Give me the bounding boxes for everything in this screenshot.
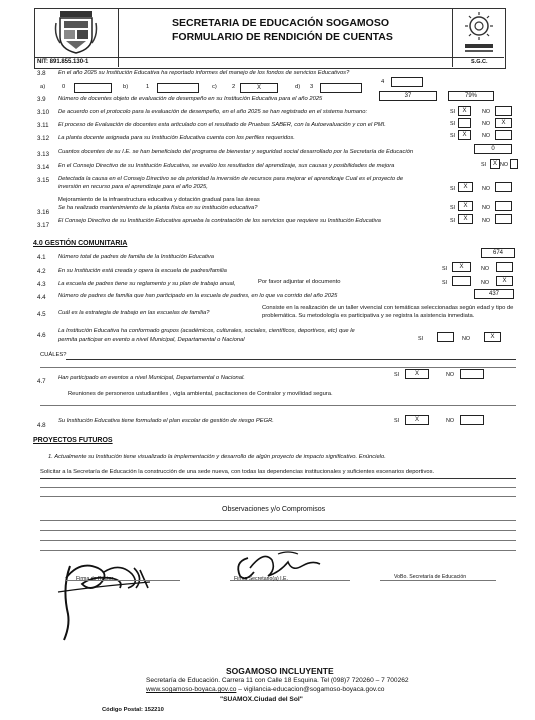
section-4-heading: 4.0 GESTIÓN COMUNITARIA <box>33 240 128 247</box>
proyectos-answer: Solicitar a la Secretaría de Educación la construcción de una sede nueva, con todas las dependencias institucionales y suficientes escenarios deportivos. <box>40 469 435 475</box>
footer-postal-code: Código Postal: 152210 <box>102 707 164 713</box>
proyectos-heading: PROYECTOS FUTUROS <box>33 437 113 444</box>
q3-15-answer: Mejoramiento de la infraestructura educativa y dotación gradual para las áreas <box>58 197 260 203</box>
q3-12-no-label: NO <box>482 133 491 139</box>
q4-5-number: 4.5 <box>37 311 46 318</box>
q4-1-text: Número total de padres de familia de la Institución Educativa <box>58 254 214 260</box>
q4-7-no-label: NO <box>446 372 455 378</box>
proyectos-line-1[interactable] <box>40 478 516 479</box>
q4-2-text: En su Institución está creada y opera la escuela de padres/familia <box>58 268 227 274</box>
q3-13-number: 3.13 <box>37 151 50 158</box>
q4-3-si-label: SI <box>442 280 448 286</box>
q3-14-no-label: NO <box>500 162 509 168</box>
q3-8-option-b-box[interactable] <box>157 83 199 93</box>
q4-6-text: La Institución Educativa ha conformado grupos (académicos, culturales, sociales, científicos, deportivos, etc) que le <box>58 328 355 334</box>
q4-2-no-box[interactable] <box>496 262 513 272</box>
q3-15-text: Detectada la causa en el Consejo Directivo se da prioridad la inversión de recursos para mejorar el aprendizaje Cual es el proyecto de <box>58 176 404 182</box>
coat-of-arms-logo <box>54 9 98 55</box>
q3-12-si-label: SI <box>450 133 456 139</box>
q4-7-text: Han participado en eventos a nivel Municipal, Departamental o Nacional. <box>58 375 245 381</box>
q3-15-text-line2: inversión en recurso para el aprendizaje para el año 2025, <box>58 184 208 190</box>
header-bottom-divider <box>34 57 504 58</box>
q4-6-cuales-line2[interactable] <box>40 367 516 368</box>
q4-6-number: 4.6 <box>37 332 46 339</box>
header-title-line1: SECRETARIA DE EDUCACIÓN SOGAMOSO <box>172 17 390 29</box>
q4-7-number: 4.7 <box>37 378 46 385</box>
q3-8-option-c-box[interactable]: X <box>240 83 278 93</box>
q3-17-si-box[interactable]: X <box>458 214 473 224</box>
q3-9-text: Número de docentes objeto de evaluación de desempeño en su Institución Educativa para el año 2025 <box>58 96 323 102</box>
q3-16-no-box[interactable] <box>495 201 512 211</box>
q3-17-number: 3.17 <box>37 222 50 229</box>
rector-signature <box>40 548 170 648</box>
q3-16-si-box[interactable]: X <box>458 201 473 211</box>
q4-3-text: La escuela de padres tiene su reglamento y su plan de trabajo anual, <box>58 281 236 287</box>
sun-seal-logo <box>459 10 499 54</box>
q3-10-number: 3.10 <box>37 109 50 116</box>
q3-8-option-a-letter: a) <box>40 84 46 90</box>
header-logo-divider <box>118 8 119 67</box>
q4-6-si-label: SI <box>418 336 424 342</box>
proyectos-line-2[interactable] <box>40 487 516 488</box>
footer-address: Secretaría de Educación. Carrera 11 con Calle 18 Esquina. Tel (098)7 720260 – 7 700262 <box>146 677 409 684</box>
q3-15-no-label: NO <box>482 186 491 192</box>
q3-8-option-a-box[interactable] <box>74 83 112 93</box>
q4-8-number: 4.8 <box>37 422 46 429</box>
q4-6-cuales-label: CUÁLES? <box>40 352 67 358</box>
q3-17-si-label: SI <box>450 218 456 224</box>
q3-15-number: 3.15 <box>37 177 50 184</box>
q4-3-no-label: NO <box>481 280 490 286</box>
q3-11-si-box[interactable] <box>458 118 471 128</box>
q3-8-text: En el año 2025 su Institución Educativa ha reportado informes del manejo de los fondos de servicios Educativos? <box>58 70 350 76</box>
q4-7-no-box[interactable] <box>460 369 484 379</box>
q3-12-si-box[interactable]: X <box>458 130 471 140</box>
q3-14-no-box[interactable] <box>510 159 518 169</box>
q3-12-no-box[interactable] <box>495 130 512 140</box>
q3-8-option-c-label: 2 <box>232 84 236 90</box>
q4-8-si-label: SI <box>394 418 400 424</box>
q3-14-number: 3.14 <box>37 164 50 171</box>
q3-13-text: Cuantos docentes de su I.E. se han beneficiado del programa de bienestar y seguridad social desarrollado por la Secretaría de Educación <box>58 149 414 155</box>
header-seal-divider <box>452 8 453 67</box>
q3-10-text: De acuerdo con el protocolo para la evaluación de desempeño, en el año 2025 se han registrado en el sistema humano: <box>58 109 368 115</box>
sgc-label: S.G.C. <box>471 59 488 65</box>
q3-15-si-label: SI <box>450 186 456 192</box>
q4-2-si-box[interactable]: X <box>452 262 471 272</box>
vobo-signature-label: VoBo. Secretaría de Educación <box>394 574 467 580</box>
q4-7-answer: Reuniones de personeros ustudiantiles , vigía ambiental, pacitaciones de Contralor y movilidad segura. <box>68 391 333 397</box>
q3-8-option-d-letter: d) <box>295 84 301 90</box>
q4-4-number: 4.4 <box>37 294 46 301</box>
q3-9-number: 3.9 <box>37 96 46 103</box>
q4-3-no-box[interactable]: X <box>496 276 513 286</box>
q3-8-option-b-letter: b) <box>123 84 129 90</box>
q4-2-no-label: NO <box>481 266 490 272</box>
secretaria-signature-label: Firma Secretario(a) I.E. <box>234 576 288 582</box>
observaciones-line-2[interactable] <box>40 530 516 531</box>
q3-17-no-box[interactable] <box>495 214 512 224</box>
q3-11-no-label: NO <box>482 121 491 127</box>
q4-4-text: Número de padres de familia que han participado en la escuela de padres, en lo que va corrido del año 2025 <box>58 293 338 299</box>
observaciones-title: Observaciones y/o Compromisos <box>222 506 326 513</box>
nit-label: NIT: 891.855.130-1 <box>37 59 89 65</box>
q3-8-option-e-box[interactable] <box>391 77 423 87</box>
proyectos-question: 1. Actualmente su Institución tiene visualizado la implementación y desarrollo de algún proyecto de impacto significativo. Enúncielo. <box>48 454 386 460</box>
q4-8-no-box[interactable] <box>460 415 484 425</box>
q3-16-si-label: SI <box>450 205 456 211</box>
header-title-line2: FORMULARIO DE RENDICIÓN DE CUENTAS <box>172 31 393 43</box>
q4-3-note: Por favor adjuntar el documento <box>258 279 341 285</box>
q3-8-option-d-box[interactable] <box>320 83 362 93</box>
footer-slogan: SOGAMOSO INCLUYENTE <box>226 666 334 676</box>
q3-11-number: 3.11 <box>37 122 49 129</box>
q3-11-no-box[interactable]: X <box>495 118 512 128</box>
q3-16-text: Se ha realizado mantenimiento de la planta física en su institución educativa? <box>58 205 258 211</box>
q4-7-si-box[interactable]: X <box>405 369 429 379</box>
footer-email-text[interactable]: – vigilancia-educacion@sogamoso-boyaca.gov.co <box>236 686 385 693</box>
q3-8-number: 3.8 <box>37 70 46 77</box>
vobo-signature-line <box>380 580 496 581</box>
q4-6-si-box[interactable] <box>437 332 454 342</box>
rector-signature-label: Firma de Rector <box>76 576 114 582</box>
footer-motto: "SUAMOX.Ciudad del Sol" <box>220 696 303 703</box>
q4-6-no-box[interactable]: X <box>484 332 501 342</box>
q3-13-value-box[interactable]: 0 <box>474 144 512 154</box>
q3-16-number: 3.16 <box>37 209 50 216</box>
q4-6-cuales-line[interactable] <box>66 359 516 360</box>
q3-10-si-label: SI <box>450 109 456 115</box>
q4-5-answer-line1: Consiste en la realización de un taller vivencial con temáticas seleccionadas según edad y tipo de <box>262 305 514 311</box>
q4-3-number: 4.3 <box>37 281 46 288</box>
q4-7-si-label: SI <box>394 372 400 378</box>
q3-8-option-a-label: 0 <box>62 84 66 90</box>
proyectos-line-3[interactable] <box>40 496 516 497</box>
q4-4-value-box[interactable]: 437 <box>474 289 514 299</box>
q4-8-no-label: NO <box>446 418 455 424</box>
q4-6-text-line2: permita participar en evento a nivel Municipal, Departamental o Nacional <box>58 337 245 343</box>
q4-7-line[interactable] <box>40 405 516 406</box>
observaciones-line-3[interactable] <box>40 540 516 541</box>
q4-2-number: 4.2 <box>37 268 46 275</box>
q3-12-text: La planta docente asignada para su Institución Educativa cuenta con los perfiles requeridos. <box>58 135 295 141</box>
q3-15-si-box[interactable]: X <box>458 182 473 192</box>
q3-17-no-label: NO <box>482 218 491 224</box>
q4-3-si-box[interactable] <box>452 276 471 286</box>
q3-14-text: En el Consejo Directivo de su Institución Educativa, se evalúo los resultados del aprendizaje, sus causas y posibilidades de mejora <box>58 163 395 169</box>
q4-5-text: Cuál es la estrategia de trabajo en las escuelas de familia? <box>58 310 210 316</box>
q3-16-no-label: NO <box>482 205 491 211</box>
q3-8-option-b-label: 1 <box>146 84 150 90</box>
q3-9-value2-box[interactable]: 79% <box>448 91 494 101</box>
q3-8-option-e-label: 4 <box>381 79 385 85</box>
q3-15-no-box[interactable] <box>495 182 512 192</box>
q3-14-si-box[interactable]: X <box>490 159 500 169</box>
q4-5-answer-line2: problemática. Su metodología es participativa y se registra la asistencia inmediata. <box>262 313 475 319</box>
footer-website-link[interactable]: www.sogamoso-boyaca.gov.co <box>146 686 237 693</box>
q3-14-si-label: SI <box>481 162 487 168</box>
q3-10-si-box[interactable]: X <box>458 106 471 116</box>
q3-11-text: El proceso de Evaluación de docentes esta articulado con el resultado de Pruebas SABER, con la Autoevaluación y con el PMI. <box>58 122 386 128</box>
q3-8-option-d-label: 3 <box>310 84 314 90</box>
q3-9-value1-box[interactable]: 37 <box>379 91 437 101</box>
q4-2-si-label: SI <box>442 266 448 272</box>
observaciones-line-1[interactable] <box>40 520 516 521</box>
q4-1-number: 4.1 <box>37 254 46 261</box>
q3-11-si-label: SI <box>450 121 456 127</box>
q4-8-text: Su Institución Educativa tiene formulado el plan escolar de gestión de riesgo PEGR. <box>58 418 274 424</box>
q3-17-text: El Consejo Directivo de su Institución Educativa aprueba la contratación de los servicios que requiere su Institución Educativa <box>58 218 381 224</box>
q3-12-number: 3.12 <box>37 135 50 142</box>
q4-8-si-box[interactable]: X <box>405 415 429 425</box>
q3-10-no-box[interactable] <box>495 106 512 116</box>
footer-contacts <box>146 686 384 693</box>
q3-8-option-c-letter: c) <box>212 84 217 90</box>
q4-1-value-box[interactable]: 674 <box>481 248 515 258</box>
q4-6-no-label: NO <box>462 336 471 342</box>
q3-10-no-label: NO <box>482 109 491 115</box>
